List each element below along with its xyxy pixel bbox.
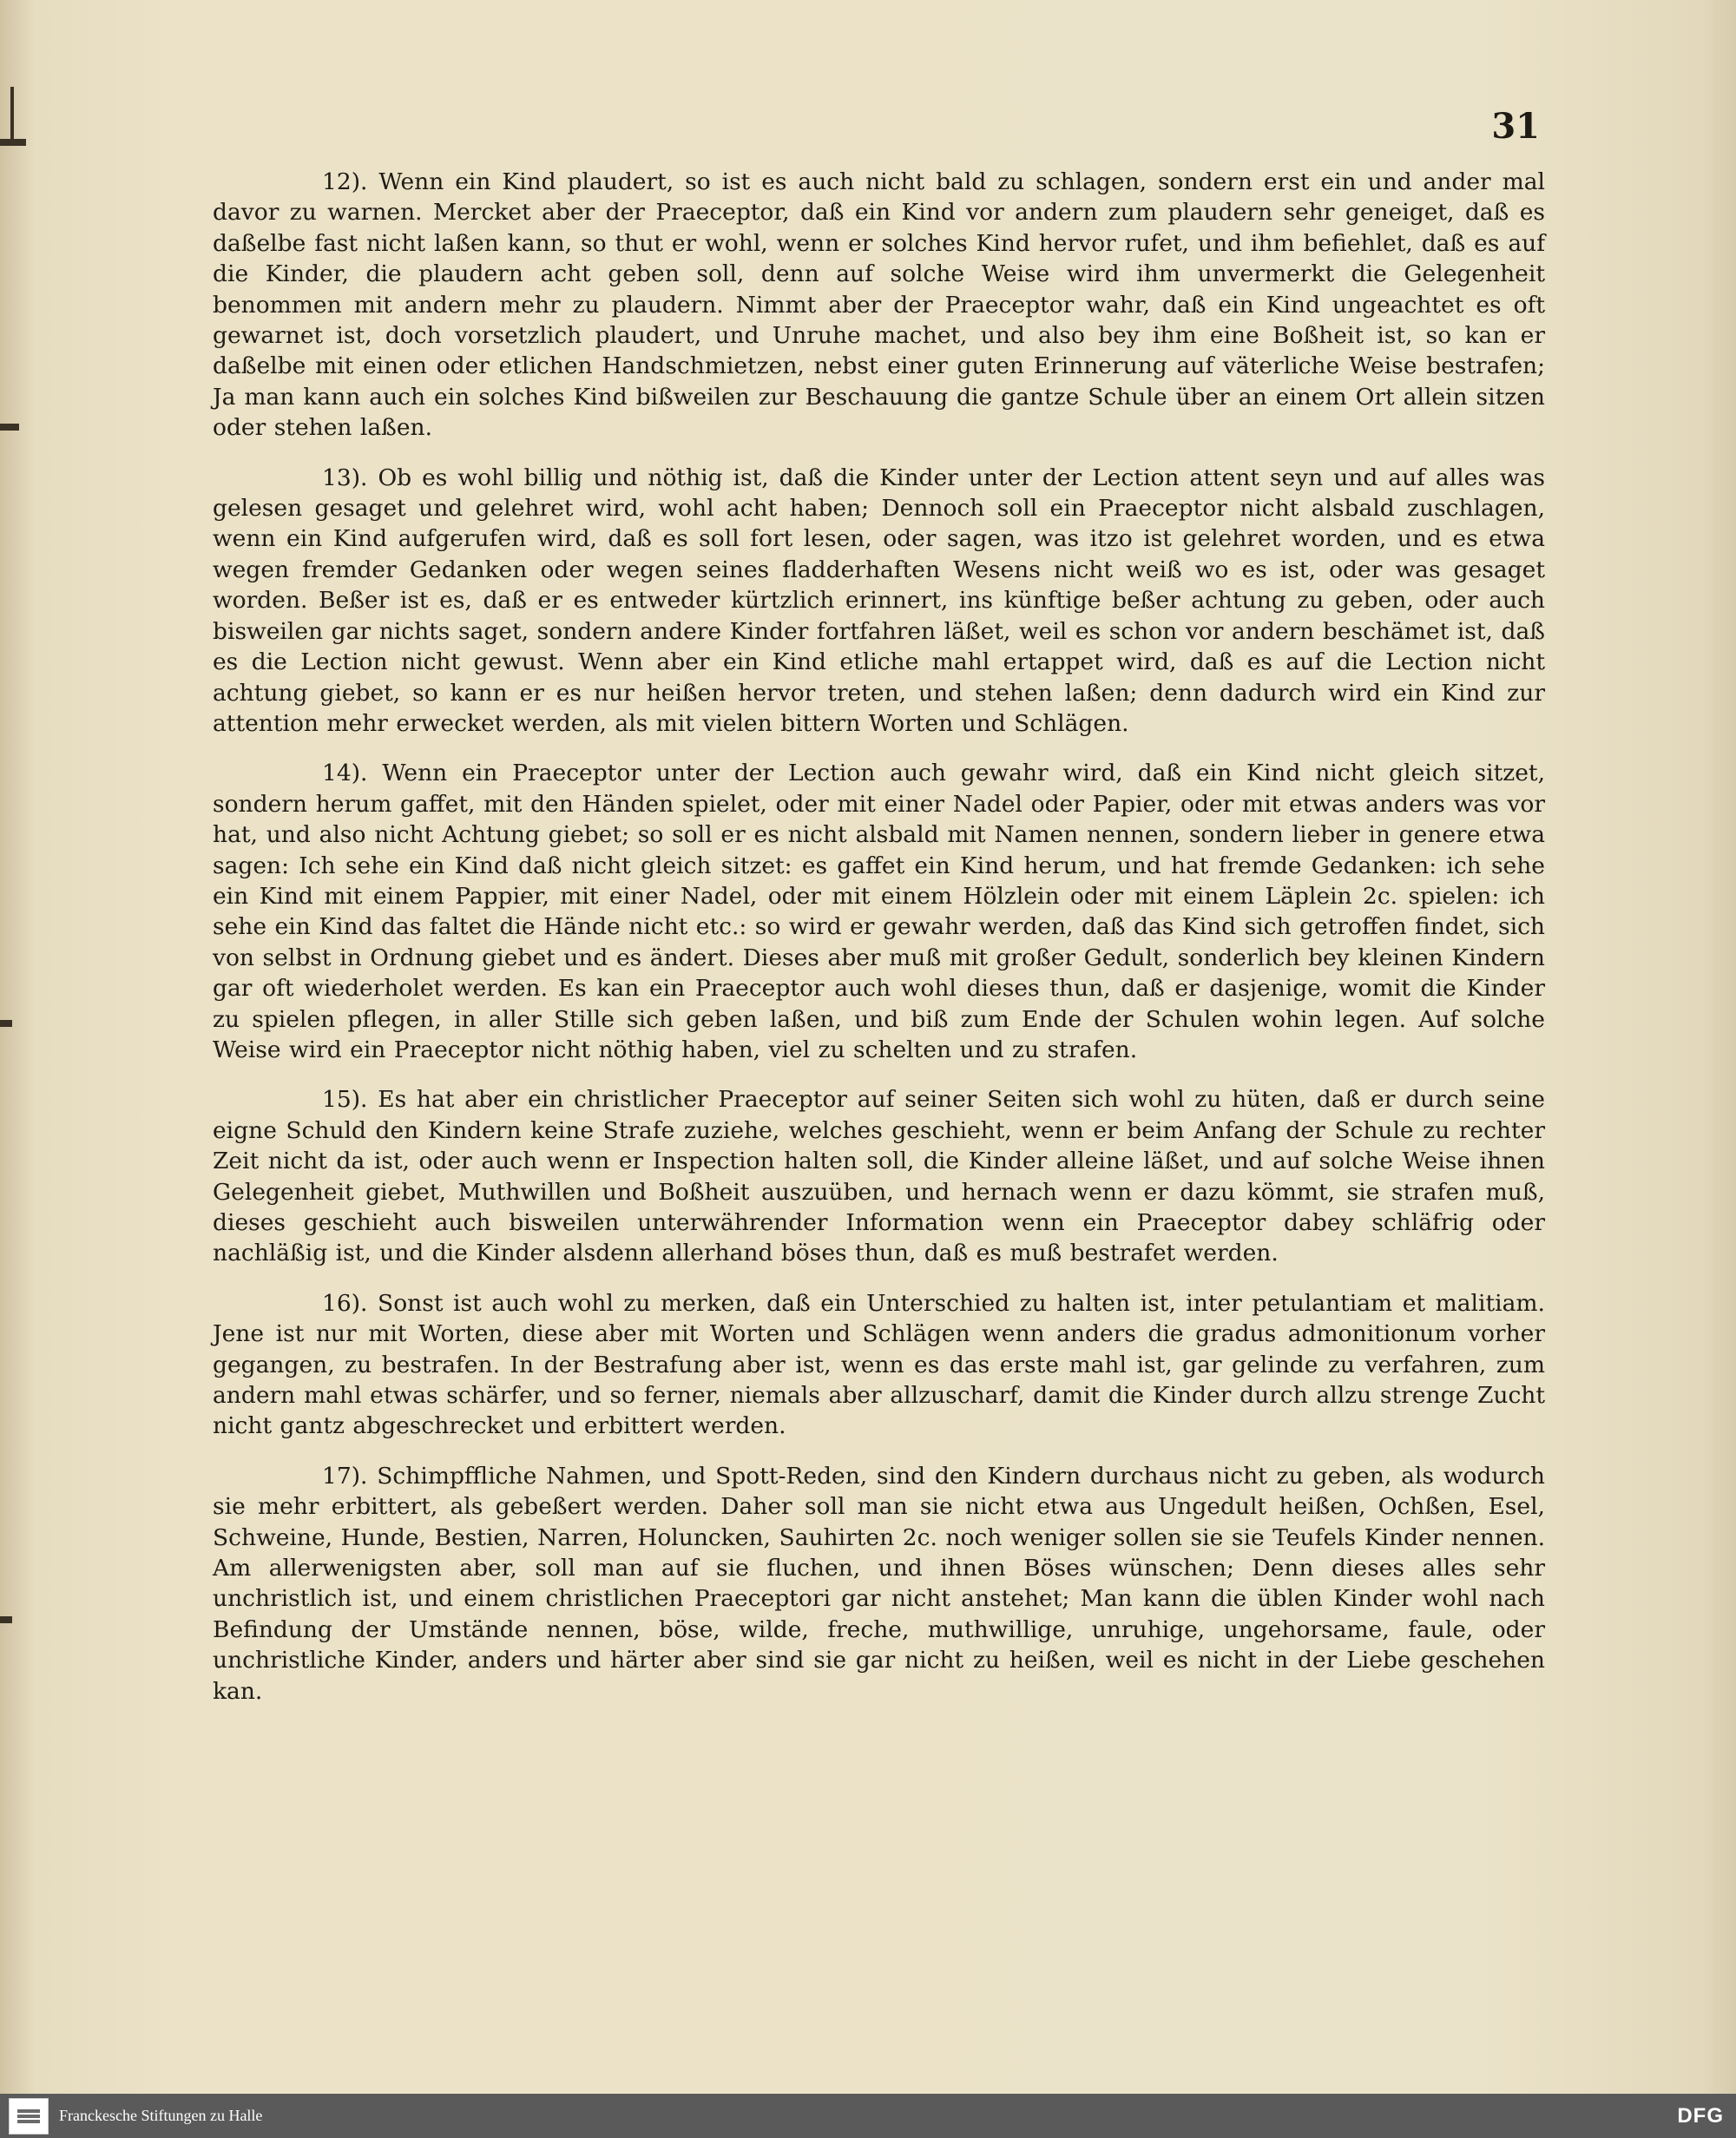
paragraph-17: 17). Schimpffliche Nahmen, und Spott-Reden, sind den Kindern durchaus nicht zu geben, als wodurch sie mehr erbittert, als gebeßert werden. Daher soll man sie nicht etwa aus Ungedult heißen, Ochßen, Esel, Schweine, Hunde, Bestien, Narren, Holuncken, Sauhirten 2c. noch weniger sollen sie sie Teufels Kinder nennen. Am allerwenigsten aber, soll man auf sie fluchen, und ihnen Böses wünschen; Denn dieses alles sehr unchristlich ist, und einem christlichen Praeceptori gar nicht anstehet; Man kann die üblen Kinder wohl nach Befindung der Umstände nennen, böse, wilde, freche, muthwillige, unruhige, ungehorsame, faule, oder unchristliche Kinder, anders und härter aber sind sie gar nicht zu heißen, weil es nicht in der Liebe geschehen kan. [213,1462,1545,1705]
paragraph-13: 13). Ob es wohl billig und nöthig ist, daß die Kinder unter der Lection attent seyn und auf alles was gelesen gesaget und gelehret wird, wohl acht haben; Dennoch soll ein Praeceptor nicht alsbald zuschlagen, wenn ein Kind aufgerufen wird, daß es soll fort lesen, oder sagen, was itzo ist gelehret worden, und es etwa wegen fremder Gedanken oder wegen seines fladderhaften Wesens nicht weiß wo es ist, oder was gesaget worden. Beßer ist es, daß er es entweder kürtzlich erinnert, ins künftige beßer achtung zu geben, oder auch bisweilen gar nichts saget, sondern andere Kinder fortfahren läßet, weil es schon vor andern beschämet ist, daß es die Lection nicht gewust. Wenn aber ein Kind etliche mahl ertappet wird, daß es auf die Lection nicht achtung giebet, so kann er es nur heißen hervor treten, und stehen laßen; denn dadurch wird ein Kind zur attention mehr erwecket werden, als mit vielen bittern Worten und Schlägen. [213,464,1545,737]
page-body [213,167,1545,1726]
paragraph-15: 15). Es hat aber ein christlicher Praeceptor auf seiner Seiten sich wohl zu hüten, daß er durch seine eigne Schuld den Kindern keine Strafe zuziehe, welches geschieht, wenn er beim Anfang der Schule zu rechter Zeit nicht da ist, oder auch wenn er Inspection halten soll, die Kinder alleine läßet, und auf solche Weise ihnen Gelegenheit giebet, Muthwillen und Boßheit auszuüben, und hernach wenn er dazu kömmt, sie strafen muß, dieses geschieht auch bisweilen unterwährender Information wenn ein Praeceptor dabey schläfrig oder nachläßig ist, und die Kinder alsdenn allerhand böses thun, daß es muß bestrafet werden. [213,1086,1545,1267]
institution-name: Franckesche Stiftungen zu Halle [59,2107,263,2124]
margin-mark [0,139,26,146]
margin-mark [0,1616,12,1623]
paragraph-14: 14). Wenn ein Praeceptor unter der Lection auch gewahr wird, daß ein Kind nicht gleich sitzet, sondern herum gaffet, mit den Händen spielet, oder mit einer Nadel oder Papier, oder mit etwas anders was vor hat, und also nicht Achtung giebet; so soll er es nicht alsbald mit Namen nennen, sondern lieber in genere etwa sagen: Ich sehe ein Kind daß nicht gleich sitzet: es gaffet ein Kind herum, und hat fremde Gedanken: ich sehe ein Kind mit einem Pappier, mit einer Nadel, oder mit einem Hölzlein oder mit einem Läplein 2c. spielen: ich sehe ein Kind das faltet die Hände nicht etc.: so wird er gewahr werden, daß das Kind sich getroffen findet, sich von selbst in Ordnung giebet und es ändert. Dieses aber muß mit großer Gedult, sonderlich bey kleinen Kindern gar oft wiederholet werden. Es kan ein Praeceptor auch wohl dieses thun, daß er dasjenige, womit die Kinder zu spielen pflegen, in aller Stille sich geben laßen, und biß zum Ende der Schulen wohin legen. Auf solche Weise wird ein Praeceptor nicht nöthig haben, viel zu schelten und zu strafen. [213,760,1545,1063]
footer-bar [0,2094,1736,2138]
page-number: 31 [1491,106,1540,147]
paragraph-16: 16). Sonst ist auch wohl zu merken, daß ein Unterschied zu halten ist, inter petulantiam et malitiam. Jene ist nur mit Worten, diese aber mit Worten und Schlägen wenn anders die gradus admonitionum vorher gegangen, zu bestrafen. In der Bestrafung aber ist, wenn es das erste mahl ist, gar gelinde zu verfahren, zum andern mahl etwas schärfer, und so ferner, niemals aber allzuscharf, damit die Kinder durch allzu strenge Zucht nicht gantz abgeschrecket und erbittert werden. [213,1289,1545,1440]
margin-mark [0,1020,12,1027]
margin-mark [0,424,19,431]
institution-logo [9,2098,49,2135]
margin-mark [10,87,14,139]
dfg-logo: DFG [1677,2103,1724,2128]
paragraph-12: 12). Wenn ein Kind plaudert, so ist es auch nicht bald zu schlagen, sondern erst ein und ander mal davor zu warnen. Mercket aber der Praeceptor, daß ein Kind vor andern zum plaudern sehr geneiget, daß es daßelbe fast nicht laßen kann, so thut er wohl, wenn er solches Kind hervor rufet, und ihm befiehlet, daß es auf die Kinder, die plaudern acht geben soll, denn auf solche Weise wird ihm unvermerkt die Gelegenheit benommen mit andern mehr zu plaudern. Nimmt aber der Praeceptor wahr, daß ein Kind ungeachtet es oft gewarnet ist, doch vorsetzlich plaudert, und Unruhe machet, und also bey ihm eine Boßheit ist, so kan er daßelbe mit einen oder etlichen Handschmietzen, nebst einer guten Erinnerung auf väterliche Weise bestrafen; Ja man kann auch ein solches Kind bißweilen zur Beschauung die gantze Schule über an einem Ort allein sitzen oder stehen laßen. [213,168,1545,442]
